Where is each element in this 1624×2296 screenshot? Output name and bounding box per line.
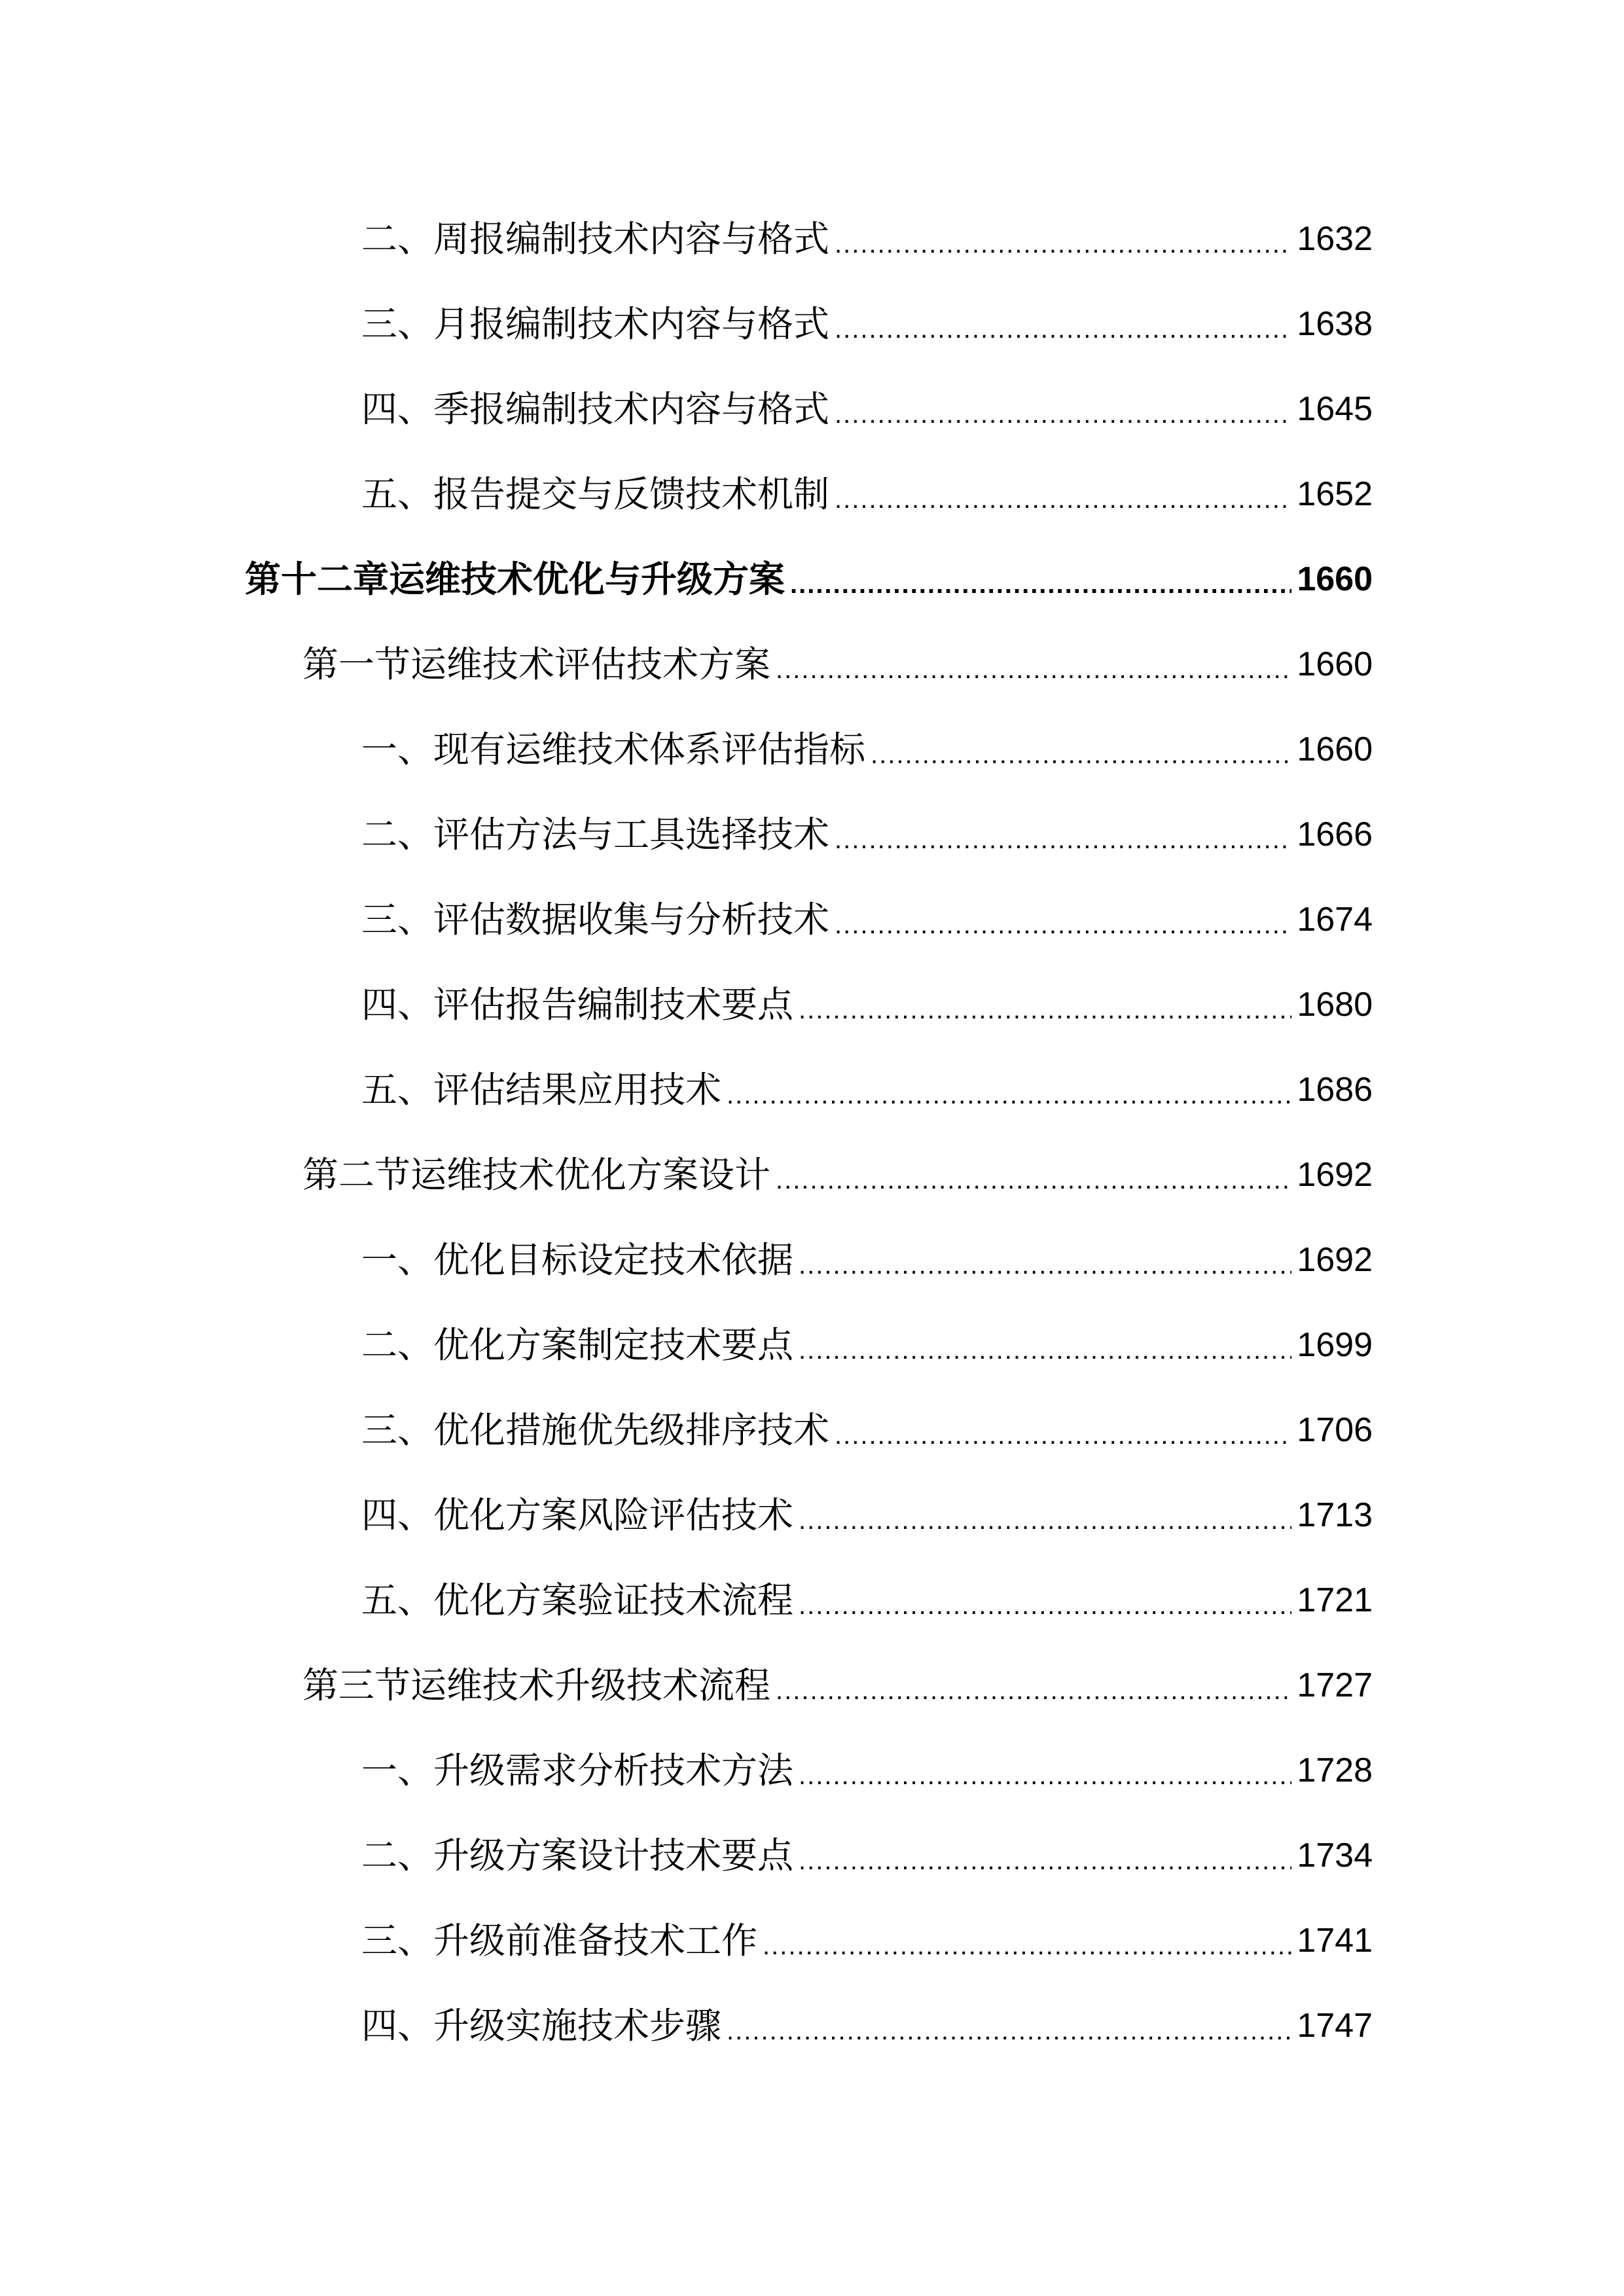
toc-entry-page: 1660 [1297, 560, 1373, 598]
toc-entry-title: 四、优化方案风险评估技术 [361, 1494, 794, 1536]
dot-leader [835, 300, 1291, 359]
toc-entry-title: 四、升级实施技术步骤 [361, 2005, 722, 2047]
toc-entry-page: 1645 [1297, 390, 1373, 428]
toc-entry[interactable] [361, 720, 1373, 779]
toc-entry[interactable] [361, 1996, 1373, 2055]
dot-leader [835, 385, 1291, 444]
dot-leader [835, 1406, 1291, 1465]
toc-entry-page: 1674 [1297, 901, 1373, 939]
toc-entry-title: 三、优化措施优先级排序技术 [361, 1409, 830, 1451]
toc-entry[interactable] [361, 209, 1373, 268]
dot-leader [799, 1831, 1291, 1890]
dot-leader [799, 1491, 1291, 1550]
toc-entry-title: 第一节运维技术评估技术方案 [302, 643, 771, 685]
toc-entry[interactable] [361, 975, 1373, 1034]
toc-entry[interactable] [361, 380, 1373, 439]
dot-leader [727, 2001, 1291, 2060]
toc-entry-title: 二、升级方案设计技术要点 [361, 1835, 794, 1876]
toc-entry-page: 1747 [1297, 2007, 1373, 2045]
dot-leader [776, 1151, 1291, 1210]
toc-entry-page: 1728 [1297, 1751, 1373, 1789]
dot-leader [776, 1661, 1291, 1720]
dot-leader [835, 215, 1291, 274]
dot-leader [776, 640, 1291, 699]
toc-entry-title: 五、优化方案验证技术流程 [361, 1579, 794, 1621]
toc-entry-title: 三、升级前准备技术工作 [361, 1920, 758, 1962]
toc-entry-title: 五、评估结果应用技术 [361, 1069, 722, 1111]
toc-chapter-entry[interactable] [245, 550, 1373, 609]
toc-entry-page: 1652 [1297, 475, 1373, 513]
toc-entry-page: 1638 [1297, 305, 1373, 343]
toc-entry-title: 一、现有运维技术体系评估指标 [361, 728, 866, 770]
toc-entry[interactable] [361, 1571, 1373, 1630]
toc-entry-page: 1699 [1297, 1326, 1373, 1364]
toc-entry[interactable] [361, 890, 1373, 949]
toc-entry[interactable] [361, 1741, 1373, 1800]
toc-entry-page: 1706 [1297, 1411, 1373, 1449]
toc-entry-page: 1727 [1297, 1666, 1373, 1704]
toc-entry-page: 1680 [1297, 986, 1373, 1024]
toc-entry-title: 四、评估报告编制技术要点 [361, 984, 794, 1026]
toc-entry-page: 1692 [1297, 1156, 1373, 1194]
toc-entry[interactable] [361, 465, 1373, 524]
toc-entry[interactable] [361, 295, 1373, 353]
toc-entry[interactable] [361, 1911, 1373, 1970]
toc-entry-title: 第三节运维技术升级技术流程 [302, 1664, 771, 1706]
toc-entry-page: 1713 [1297, 1496, 1373, 1534]
toc-entry-page: 1632 [1297, 220, 1373, 258]
dot-leader [799, 980, 1291, 1039]
dot-leader [763, 1916, 1291, 1975]
dot-leader [835, 470, 1291, 529]
toc-entry-page: 1666 [1297, 816, 1373, 853]
dot-leader [727, 1066, 1291, 1124]
toc-entry-title: 第二节运维技术优化方案设计 [302, 1154, 771, 1196]
toc-entry-page: 1734 [1297, 1837, 1373, 1874]
toc-entry-title: 三、评估数据收集与分析技术 [361, 899, 830, 941]
dot-leader [799, 1576, 1291, 1635]
toc-entry-title: 四、季报编制技术内容与格式 [361, 388, 830, 430]
dot-leader [799, 1746, 1291, 1805]
dot-leader [871, 725, 1291, 784]
toc-entry[interactable] [361, 1401, 1373, 1460]
toc-entry-title: 二、评估方法与工具选择技术 [361, 814, 830, 855]
toc-entry-title: 二、周报编制技术内容与格式 [361, 218, 830, 260]
dot-leader [799, 1321, 1291, 1380]
toc-entry-title: 一、升级需求分析技术方法 [361, 1749, 794, 1791]
toc-entry[interactable] [361, 805, 1373, 864]
toc-entry[interactable] [361, 1826, 1373, 1885]
toc-section-entry[interactable] [302, 635, 1373, 694]
toc-entry-page: 1686 [1297, 1071, 1373, 1109]
toc-entry[interactable] [361, 1060, 1373, 1119]
toc-entry-page: 1692 [1297, 1241, 1373, 1279]
toc-entry-page: 1660 [1297, 730, 1373, 768]
toc-entry-page: 1721 [1297, 1581, 1373, 1619]
dot-leader [835, 810, 1291, 869]
toc-entry[interactable] [361, 1316, 1373, 1374]
toc-entry-page: 1741 [1297, 1922, 1373, 1960]
dot-leader [799, 1236, 1291, 1295]
toc-section-entry[interactable] [302, 1656, 1373, 1715]
toc-entry-title: 一、优化目标设定技术依据 [361, 1239, 794, 1281]
dot-leader [790, 555, 1291, 614]
toc-entry-title: 二、优化方案制定技术要点 [361, 1324, 794, 1366]
toc-entry-title: 五、报告提交与反馈技术机制 [361, 473, 830, 515]
toc-entry-title: 第十二章运维技术优化与升级方案 [245, 558, 785, 600]
toc-entry-page: 1660 [1297, 645, 1373, 683]
toc-entry[interactable] [361, 1230, 1373, 1289]
toc-entry-title: 三、月报编制技术内容与格式 [361, 303, 830, 345]
toc-section-entry[interactable] [302, 1145, 1373, 1204]
dot-leader [835, 895, 1291, 954]
toc-entry[interactable] [361, 1486, 1373, 1545]
